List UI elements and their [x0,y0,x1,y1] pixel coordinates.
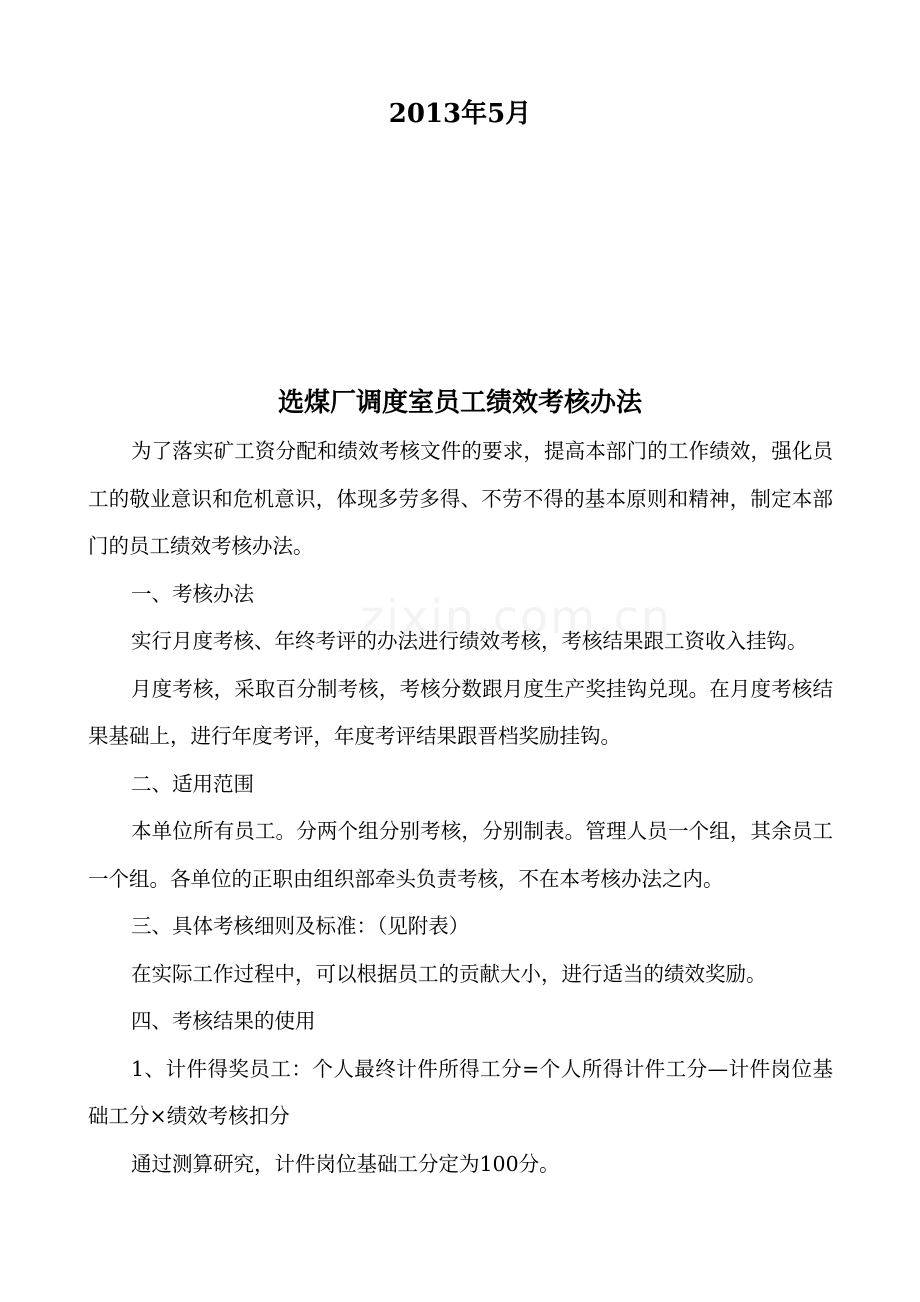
section-heading-3: 三、具体考核细则及标准：（见附表） [131,914,470,938]
paragraph: 月度考核，采取百分制考核，考核分数跟月度生产奖挂钩兑现。在月度考核结果基础上，进行年度考评，年度考评结果跟晋档奖励挂钩。 [88,676,833,748]
paragraph: 实行月度考核、年终考评的办法进行绩效考核，考核结果跟工资收入挂钩。 [131,629,808,653]
section-heading-4: 四、考核结果的使用 [131,1009,316,1033]
paragraph: 通过测算研究，计件岗位基础工分定为100分。 [131,1151,560,1176]
paragraph-intro: 为了落实矿工资分配和绩效考核文件的要求，提高本部门的工作绩效，强化员工的敬业意识和危机意识，体现多劳多得、不劳不得的基本原则和精神，制定本部门的员工绩效考核办法。 [88,439,833,558]
document-body [88,428,833,1188]
section-heading-2: 二、适用范围 [131,771,254,796]
section-heading-1: 一、考核办法 [131,581,254,606]
paragraph: 在实际工作过程中，可以根据员工的贡献大小，进行适当的绩效奖励。 [131,961,767,986]
document-title: 选煤厂调度室员工绩效考核办法 [277,388,642,418]
paragraph: 1、计件得奖员工：个人最终计件所得工分=个人所得计件工分—计件岗位基础工分×绩效考核扣分 [88,1056,833,1128]
date-heading: 2013年5月 [388,99,532,129]
paragraph: 本单位所有员工。分两个组分别考核，分别制表。管理人员一个组，其余员工一个组。各单位的正职由组织部牵头负责考核，不在本考核办法之内。 [88,819,833,891]
